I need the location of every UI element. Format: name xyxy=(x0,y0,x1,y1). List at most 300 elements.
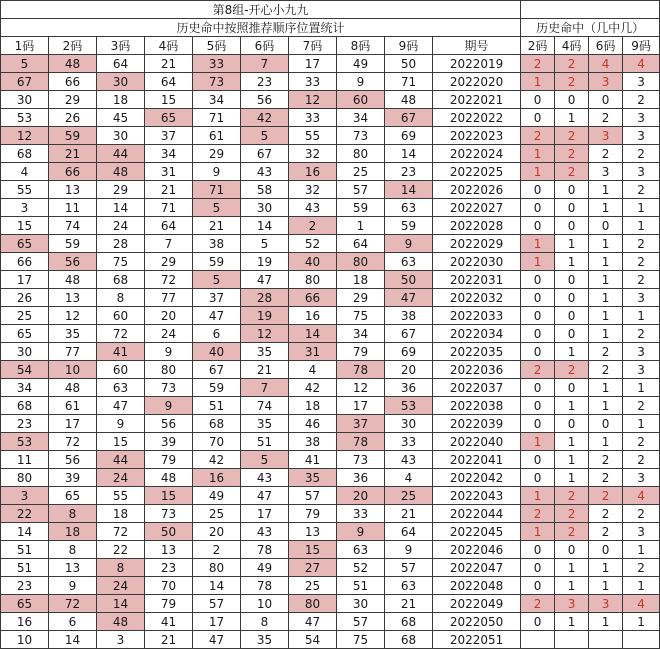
number-cell: 35 xyxy=(241,343,289,361)
number-cell: 64 xyxy=(337,235,385,253)
hit-count-cell: 2 xyxy=(623,145,660,163)
number-cell: 30 xyxy=(337,595,385,613)
hit-count-cell: 1 xyxy=(521,235,555,253)
number-cell: 15 xyxy=(1,217,49,235)
number-cell: 25 xyxy=(193,505,241,523)
issue-cell: 2022033 xyxy=(433,307,521,325)
number-cell: 57 xyxy=(337,181,385,199)
number-cell: 21 xyxy=(49,145,97,163)
data-row xyxy=(1,253,660,271)
number-cell: 15 xyxy=(145,487,193,505)
number-cell: 17 xyxy=(193,613,241,631)
number-cell: 29 xyxy=(337,289,385,307)
number-cell: 30 xyxy=(1,91,49,109)
hit-count-cell: 2 xyxy=(555,55,589,73)
number-cell: 31 xyxy=(145,163,193,181)
number-cell: 80 xyxy=(145,361,193,379)
number-cell: 9 xyxy=(337,73,385,91)
hit-count-cell: 3 xyxy=(623,361,660,379)
hit-count-cell: 0 xyxy=(521,577,555,595)
number-cell: 78 xyxy=(241,577,289,595)
data-row xyxy=(1,613,660,631)
hit-count-cell: 0 xyxy=(555,307,589,325)
number-cell: 71 xyxy=(193,181,241,199)
header-row xyxy=(1,37,660,55)
number-cell: 79 xyxy=(145,595,193,613)
number-cell: 14 xyxy=(97,595,145,613)
number-cell: 57 xyxy=(193,595,241,613)
hit-count-cell: 2 xyxy=(623,559,660,577)
number-cell: 47 xyxy=(193,631,241,649)
number-cell: 43 xyxy=(289,199,337,217)
number-cell: 72 xyxy=(97,325,145,343)
hit-count-cell: 2 xyxy=(623,253,660,271)
number-cell: 72 xyxy=(97,523,145,541)
number-cell: 42 xyxy=(193,451,241,469)
number-cell: 46 xyxy=(289,415,337,433)
number-cell: 17 xyxy=(241,505,289,523)
issue-cell: 2022043 xyxy=(433,487,521,505)
data-row xyxy=(1,163,660,181)
hit-count-cell: 3 xyxy=(623,469,660,487)
number-cell: 35 xyxy=(289,469,337,487)
number-cell: 30 xyxy=(1,343,49,361)
hit-count-cell: 1 xyxy=(589,433,623,451)
hit-count-cell: 0 xyxy=(521,325,555,343)
number-cell: 14 xyxy=(97,199,145,217)
number-cell: 78 xyxy=(337,433,385,451)
data-row xyxy=(1,145,660,163)
number-cell: 15 xyxy=(145,91,193,109)
number-cell: 48 xyxy=(49,55,97,73)
issue-cell: 2022025 xyxy=(433,163,521,181)
number-cell: 39 xyxy=(49,469,97,487)
hit-count-cell: 2 xyxy=(555,145,589,163)
hit-count-cell: 3 xyxy=(623,343,660,361)
hit-count-cell: 1 xyxy=(555,343,589,361)
title-gap xyxy=(521,1,660,19)
number-cell: 10 xyxy=(241,595,289,613)
number-cell: 68 xyxy=(1,145,49,163)
header-cell: 4码 xyxy=(555,37,589,55)
number-cell: 6 xyxy=(49,613,97,631)
hit-count-cell: 3 xyxy=(589,73,623,91)
number-cell: 74 xyxy=(241,397,289,415)
number-cell: 8 xyxy=(97,559,145,577)
number-cell: 63 xyxy=(337,541,385,559)
hit-count-cell: 0 xyxy=(555,379,589,397)
number-cell: 23 xyxy=(145,559,193,577)
hit-count-cell: 0 xyxy=(521,181,555,199)
hit-count-cell: 3 xyxy=(623,109,660,127)
hit-count-cell: 1 xyxy=(555,253,589,271)
subtitle-right: 历史命中（几中几） xyxy=(521,19,660,37)
number-cell: 54 xyxy=(289,631,337,649)
issue-cell: 2022049 xyxy=(433,595,521,613)
hit-count-cell: 3 xyxy=(623,73,660,91)
issue-cell: 2022050 xyxy=(433,613,521,631)
hit-count-cell: 2 xyxy=(555,523,589,541)
number-cell: 48 xyxy=(97,613,145,631)
hit-count-cell: 2 xyxy=(521,361,555,379)
number-cell: 12 xyxy=(289,91,337,109)
number-cell: 75 xyxy=(337,631,385,649)
data-row xyxy=(1,289,660,307)
number-cell: 30 xyxy=(97,73,145,91)
number-cell: 43 xyxy=(385,451,433,469)
hit-count-cell: 3 xyxy=(589,163,623,181)
number-cell: 57 xyxy=(289,487,337,505)
number-cell: 18 xyxy=(289,397,337,415)
number-cell: 35 xyxy=(241,631,289,649)
data-row xyxy=(1,487,660,505)
hit-count-cell: 0 xyxy=(521,109,555,127)
number-cell: 40 xyxy=(193,343,241,361)
number-cell: 66 xyxy=(289,289,337,307)
header-cell: 5码 xyxy=(193,37,241,55)
issue-cell: 2022020 xyxy=(433,73,521,91)
hit-count-cell xyxy=(623,631,660,649)
hit-count-cell: 2 xyxy=(623,433,660,451)
number-cell: 80 xyxy=(289,595,337,613)
hit-count-cell: 2 xyxy=(623,181,660,199)
number-cell: 67 xyxy=(385,109,433,127)
number-cell: 78 xyxy=(337,361,385,379)
number-cell: 73 xyxy=(145,379,193,397)
number-cell: 52 xyxy=(337,559,385,577)
number-cell: 59 xyxy=(337,199,385,217)
hit-count-cell: 0 xyxy=(555,199,589,217)
data-row xyxy=(1,55,660,73)
number-cell: 51 xyxy=(241,433,289,451)
number-cell: 21 xyxy=(385,505,433,523)
number-cell: 60 xyxy=(97,307,145,325)
number-cell: 10 xyxy=(1,631,49,649)
number-cell: 47 xyxy=(385,289,433,307)
number-cell: 38 xyxy=(289,433,337,451)
hit-count-cell: 1 xyxy=(555,451,589,469)
issue-cell: 2022041 xyxy=(433,451,521,469)
number-cell: 64 xyxy=(97,55,145,73)
hit-count-cell xyxy=(555,631,589,649)
number-cell: 26 xyxy=(49,109,97,127)
hit-count-cell: 2 xyxy=(623,397,660,415)
hit-count-cell: 1 xyxy=(589,613,623,631)
hit-count-cell: 0 xyxy=(555,415,589,433)
number-cell: 56 xyxy=(49,451,97,469)
hit-count-cell: 0 xyxy=(521,307,555,325)
number-cell: 44 xyxy=(97,451,145,469)
number-cell: 5 xyxy=(241,235,289,253)
number-cell: 9 xyxy=(145,343,193,361)
number-cell: 53 xyxy=(1,433,49,451)
number-cell: 30 xyxy=(97,127,145,145)
hit-count-cell: 1 xyxy=(589,289,623,307)
hit-count-cell: 1 xyxy=(589,253,623,271)
issue-cell: 2022028 xyxy=(433,217,521,235)
hit-count-cell: 2 xyxy=(521,55,555,73)
hit-count-cell xyxy=(521,631,555,649)
hit-count-cell: 1 xyxy=(521,145,555,163)
hit-count-cell: 0 xyxy=(521,91,555,109)
number-cell: 80 xyxy=(289,271,337,289)
number-cell: 73 xyxy=(145,505,193,523)
hit-count-cell: 3 xyxy=(623,523,660,541)
number-cell: 55 xyxy=(97,487,145,505)
hit-count-cell: 1 xyxy=(555,397,589,415)
number-cell: 9 xyxy=(49,577,97,595)
number-cell: 54 xyxy=(1,361,49,379)
hit-count-cell: 1 xyxy=(555,469,589,487)
number-cell: 65 xyxy=(145,109,193,127)
number-cell: 29 xyxy=(97,181,145,199)
number-cell: 13 xyxy=(145,541,193,559)
issue-cell: 2022035 xyxy=(433,343,521,361)
number-cell: 56 xyxy=(145,415,193,433)
number-cell: 79 xyxy=(289,505,337,523)
number-cell: 24 xyxy=(145,325,193,343)
number-cell: 47 xyxy=(97,397,145,415)
number-cell: 80 xyxy=(193,559,241,577)
number-cell: 19 xyxy=(241,253,289,271)
hit-count-cell: 1 xyxy=(589,199,623,217)
number-cell: 4 xyxy=(289,361,337,379)
number-cell: 8 xyxy=(241,613,289,631)
number-cell: 34 xyxy=(193,91,241,109)
hit-count-cell: 2 xyxy=(589,487,623,505)
hit-count-cell: 1 xyxy=(623,379,660,397)
data-row xyxy=(1,595,660,613)
issue-cell: 2022024 xyxy=(433,145,521,163)
hit-count-cell: 0 xyxy=(521,271,555,289)
number-cell: 33 xyxy=(193,55,241,73)
number-cell: 39 xyxy=(145,433,193,451)
data-row xyxy=(1,433,660,451)
hit-count-cell: 2 xyxy=(555,73,589,91)
number-cell: 73 xyxy=(337,127,385,145)
data-row xyxy=(1,73,660,91)
number-cell: 25 xyxy=(1,307,49,325)
header-cell: 3码 xyxy=(97,37,145,55)
data-row xyxy=(1,271,660,289)
number-cell: 24 xyxy=(97,217,145,235)
number-cell: 49 xyxy=(337,55,385,73)
number-cell: 63 xyxy=(385,253,433,271)
number-cell: 33 xyxy=(337,505,385,523)
hit-count-cell: 1 xyxy=(521,487,555,505)
number-cell: 4 xyxy=(385,469,433,487)
issue-cell: 2022044 xyxy=(433,505,521,523)
number-cell: 3 xyxy=(97,631,145,649)
hit-count-cell: 1 xyxy=(589,235,623,253)
number-cell: 42 xyxy=(289,379,337,397)
number-cell: 13 xyxy=(49,289,97,307)
hit-count-cell: 2 xyxy=(589,145,623,163)
issue-cell: 2022032 xyxy=(433,289,521,307)
number-cell: 9 xyxy=(97,415,145,433)
number-cell: 67 xyxy=(193,361,241,379)
number-cell: 5 xyxy=(193,199,241,217)
number-cell: 77 xyxy=(49,343,97,361)
number-cell: 70 xyxy=(193,433,241,451)
number-cell: 38 xyxy=(385,307,433,325)
number-cell: 43 xyxy=(241,523,289,541)
number-cell: 23 xyxy=(241,73,289,91)
number-cell: 9 xyxy=(145,397,193,415)
hit-count-cell: 1 xyxy=(555,235,589,253)
hit-count-cell: 0 xyxy=(555,271,589,289)
hit-count-cell: 2 xyxy=(521,127,555,145)
number-cell: 9 xyxy=(385,235,433,253)
number-cell: 20 xyxy=(385,361,433,379)
number-cell: 41 xyxy=(97,343,145,361)
hit-count-cell: 1 xyxy=(623,613,660,631)
number-cell: 17 xyxy=(337,397,385,415)
number-cell: 26 xyxy=(1,289,49,307)
hit-count-cell: 1 xyxy=(555,559,589,577)
hit-count-cell: 1 xyxy=(589,559,623,577)
number-cell: 50 xyxy=(385,55,433,73)
number-cell: 7 xyxy=(241,379,289,397)
header-cell: 4码 xyxy=(145,37,193,55)
number-cell: 63 xyxy=(385,577,433,595)
number-cell: 1 xyxy=(337,217,385,235)
number-cell: 64 xyxy=(145,217,193,235)
issue-cell: 2022051 xyxy=(433,631,521,649)
number-cell: 3 xyxy=(1,487,49,505)
hit-count-cell: 1 xyxy=(589,325,623,343)
number-cell: 65 xyxy=(1,235,49,253)
number-cell: 57 xyxy=(385,559,433,577)
number-cell: 32 xyxy=(289,145,337,163)
number-cell: 56 xyxy=(49,253,97,271)
number-cell: 16 xyxy=(289,307,337,325)
number-cell: 8 xyxy=(49,541,97,559)
header-cell: 6码 xyxy=(241,37,289,55)
issue-cell: 2022042 xyxy=(433,469,521,487)
number-cell: 66 xyxy=(49,73,97,91)
number-cell: 68 xyxy=(1,397,49,415)
number-cell: 19 xyxy=(241,307,289,325)
number-cell: 18 xyxy=(97,91,145,109)
data-row xyxy=(1,469,660,487)
number-cell: 68 xyxy=(97,271,145,289)
number-cell: 48 xyxy=(385,91,433,109)
hit-count-cell: 4 xyxy=(623,55,660,73)
number-cell: 5 xyxy=(241,127,289,145)
number-cell: 56 xyxy=(241,91,289,109)
number-cell: 15 xyxy=(97,433,145,451)
header-cell: 1码 xyxy=(1,37,49,55)
number-cell: 17 xyxy=(289,55,337,73)
number-cell: 35 xyxy=(49,325,97,343)
number-cell: 51 xyxy=(1,541,49,559)
issue-cell: 2022022 xyxy=(433,109,521,127)
number-cell: 16 xyxy=(193,469,241,487)
hit-count-cell: 0 xyxy=(521,613,555,631)
number-cell: 69 xyxy=(385,343,433,361)
issue-cell: 2022046 xyxy=(433,541,521,559)
number-cell: 33 xyxy=(289,109,337,127)
hit-count-cell: 0 xyxy=(589,541,623,559)
issue-cell: 2022029 xyxy=(433,235,521,253)
number-cell: 51 xyxy=(1,559,49,577)
hit-count-cell: 1 xyxy=(589,397,623,415)
number-cell: 27 xyxy=(289,559,337,577)
number-cell: 78 xyxy=(241,541,289,559)
issue-cell: 2022040 xyxy=(433,433,521,451)
number-cell: 36 xyxy=(337,469,385,487)
number-cell: 37 xyxy=(145,127,193,145)
number-cell: 67 xyxy=(385,325,433,343)
header-cell: 6码 xyxy=(589,37,623,55)
number-cell: 67 xyxy=(241,145,289,163)
hit-count-cell: 1 xyxy=(521,253,555,271)
hit-count-cell: 0 xyxy=(521,559,555,577)
hit-count-cell: 0 xyxy=(521,451,555,469)
hit-count-cell: 2 xyxy=(555,127,589,145)
header-cell: 8码 xyxy=(337,37,385,55)
number-cell: 14 xyxy=(385,181,433,199)
number-cell: 18 xyxy=(97,505,145,523)
hit-count-cell: 2 xyxy=(589,109,623,127)
hit-count-cell: 2 xyxy=(589,523,623,541)
number-cell: 35 xyxy=(241,415,289,433)
hit-count-cell: 2 xyxy=(589,343,623,361)
number-cell: 13 xyxy=(289,523,337,541)
number-cell: 22 xyxy=(97,541,145,559)
data-row xyxy=(1,559,660,577)
number-cell: 5 xyxy=(241,451,289,469)
number-cell: 64 xyxy=(385,523,433,541)
hit-count-cell: 1 xyxy=(555,109,589,127)
number-cell: 48 xyxy=(145,469,193,487)
number-cell: 21 xyxy=(241,361,289,379)
number-cell: 33 xyxy=(289,73,337,91)
number-cell: 11 xyxy=(49,199,97,217)
number-cell: 40 xyxy=(289,253,337,271)
number-cell: 72 xyxy=(145,271,193,289)
data-row xyxy=(1,109,660,127)
number-cell: 71 xyxy=(385,73,433,91)
hit-count-cell: 1 xyxy=(623,415,660,433)
data-row xyxy=(1,415,660,433)
number-cell: 5 xyxy=(193,271,241,289)
number-cell: 65 xyxy=(49,487,97,505)
number-cell: 70 xyxy=(145,577,193,595)
hit-count-cell: 0 xyxy=(521,415,555,433)
number-cell: 59 xyxy=(193,379,241,397)
number-cell: 18 xyxy=(337,271,385,289)
number-cell: 28 xyxy=(241,289,289,307)
number-cell: 7 xyxy=(241,55,289,73)
number-cell: 47 xyxy=(289,613,337,631)
number-cell: 10 xyxy=(49,361,97,379)
number-cell: 16 xyxy=(289,163,337,181)
data-row xyxy=(1,631,660,649)
number-cell: 23 xyxy=(1,415,49,433)
number-cell: 79 xyxy=(145,451,193,469)
number-cell: 21 xyxy=(193,217,241,235)
number-cell: 34 xyxy=(337,325,385,343)
number-cell: 13 xyxy=(49,181,97,199)
number-cell: 37 xyxy=(193,289,241,307)
number-cell: 21 xyxy=(145,181,193,199)
number-cell: 14 xyxy=(1,523,49,541)
hit-count-cell: 0 xyxy=(521,217,555,235)
hit-count-cell: 3 xyxy=(589,595,623,613)
header-cell: 2码 xyxy=(49,37,97,55)
